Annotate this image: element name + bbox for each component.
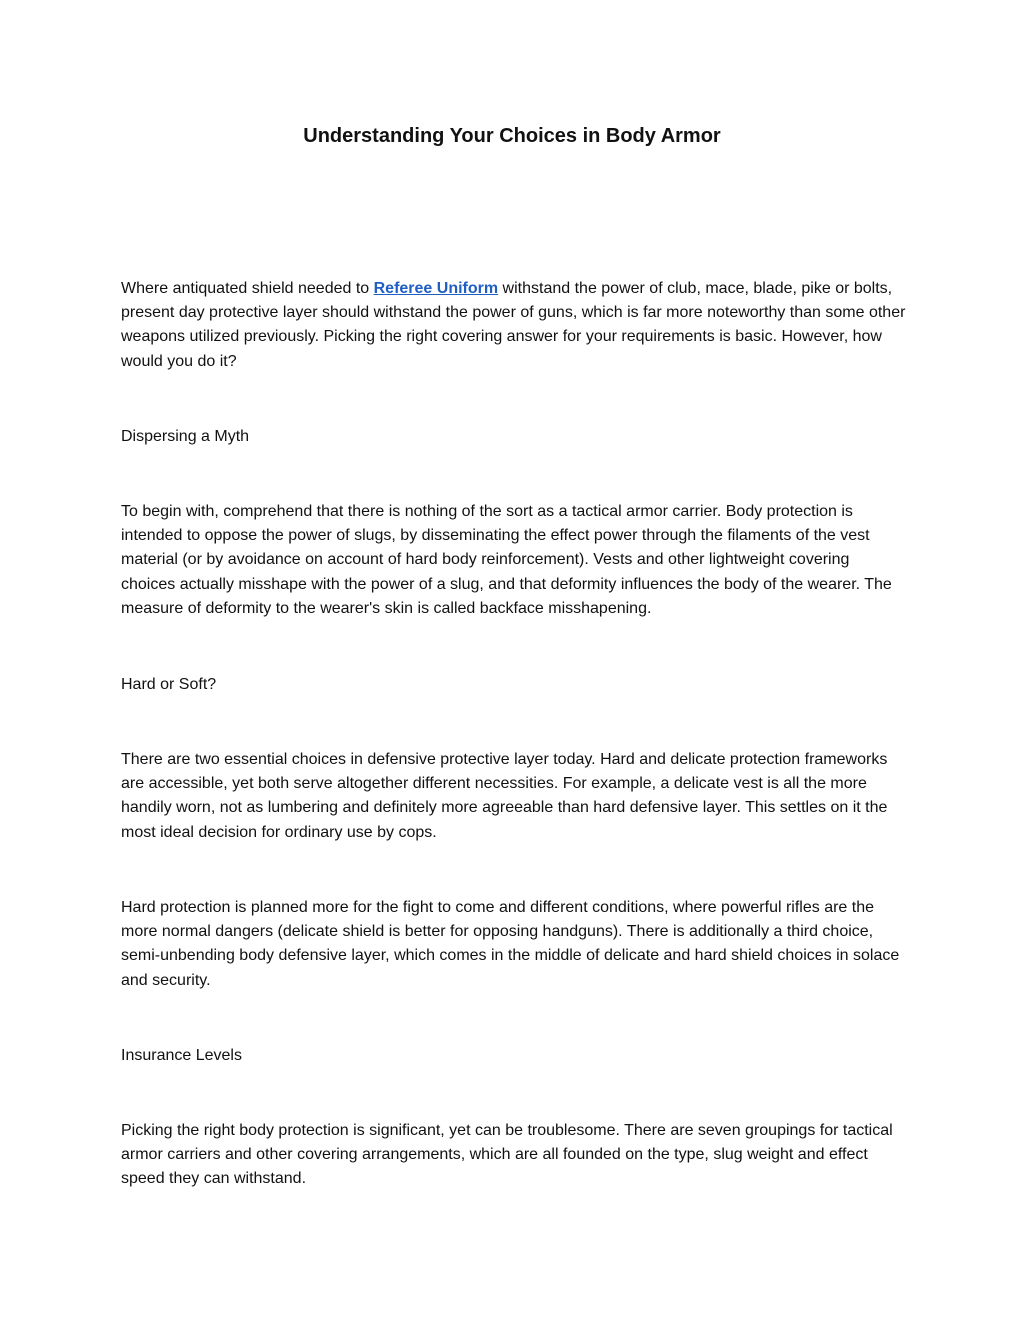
paragraph-hard-soft-1: There are two essential choices in defensive protective layer today. Hard and delicate protection frameworks are accessible, yet both serve altogether different necessities. For example, a delicate vest is all the more handily worn, not as lumbering and definitely more agreeable than hard defensive layer. This settles on it the most ideal decision for ordinary use by cops. — [121, 751, 888, 841]
referee-uniform-link[interactable]: Referee Uniform — [373, 280, 499, 297]
document-title: Understanding Your Choices in Body Armor — [303, 125, 721, 147]
intro-paragraph — [121, 277, 907, 374]
heading-dispersing-myth: Dispersing a Myth — [121, 428, 250, 445]
paragraph-insurance-levels: Picking the right body protection is significant, yet can be troublesome. There are seven groupings for tactical armor carriers and other covering arrangements, which are all founded on the type, slug weight and effect speed they can withstand. — [121, 1122, 893, 1188]
paragraph-myth: To begin with, comprehend that there is nothing of the sort as a tactical armor carrier. Body protection is intended to oppose the power of slugs, by disseminating the effect power through the filaments of the vest material (or by avoidance on account of hard body reinforcement). Vests and other lightweight covering choices actually misshape with the power of a slug, and that deformity influences the body of the wearer. The measure of deformity to the wearer's skin is called backface misshapening. — [121, 503, 892, 617]
intro-text-before-link: Where antiquated shield needed to — [121, 280, 374, 297]
heading-hard-or-soft: Hard or Soft? — [121, 676, 217, 693]
paragraph-hard-soft-2: Hard protection is planned more for the fight to come and different conditions, where powerful rifles are the more normal dangers (delicate shield is better for opposing handguns). There is additionally a third choice, semi-unbending body defensive layer, which comes in the middle of delicate and hard shield choices in solace and security. — [121, 899, 900, 989]
heading-insurance-levels: Insurance Levels — [121, 1047, 242, 1064]
intro-text-after-link: withstand the power of club, mace, blade, pike or bolts, present day protective layer should withstand the power of guns, which is far more noteworthy than some other weapons utilized previously. Picking the right covering answer for your requirements is basic. However, how would you do it? — [121, 280, 906, 370]
